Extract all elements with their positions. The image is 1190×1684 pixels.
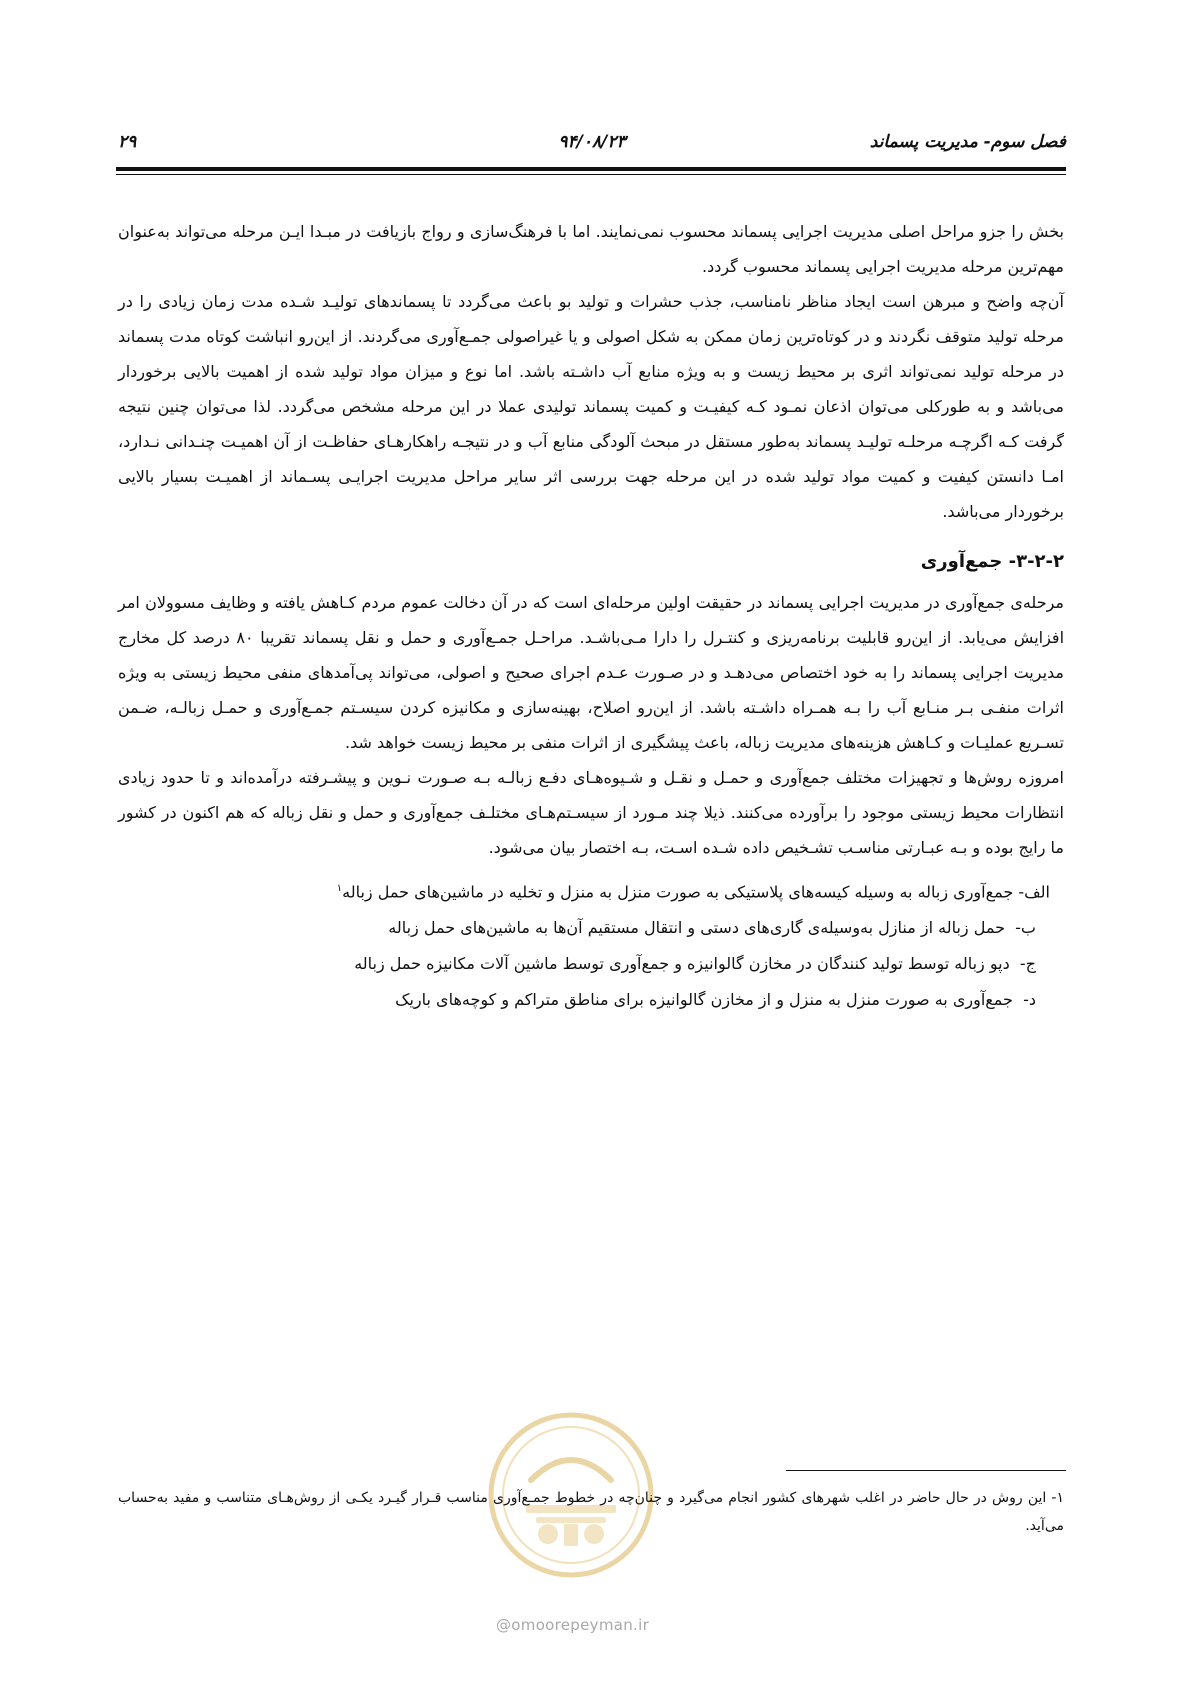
footnote-mark[interactable]: ۱ [336,883,343,894]
header-rule-thin [116,174,1066,175]
header-rule-thick [116,167,1066,171]
list-item [118,871,1064,910]
footnote: ۱- این روش در حال حاضر در اغلب شهرهای کشور انجام می‌گیرد و چنان‌چه در خطوط جمـع‌آوری مناسب قـرار گیـرد یکـی از روش‌هـای متناسب و مفید به‌حساب می‌آید. [118,1490,1064,1534]
method-list [118,871,1064,1018]
list-item [118,946,1064,982]
list-item-text: دپو زباله توسط تولید کنندگان در مخازن گالوانیزه و جمع‌آوری توسط ماشین آلات مکانیزه حمل زباله [354,954,1010,974]
page-header [118,128,1066,160]
paragraph: بخش را جزو مراحل اصلی مدیریت اجرایی پسماند محسوب نمی‌نمایند. اما با فرهنگ‌سازی و رواج بازیافت در مبـدا ایـن مرحله می‌تواند به‌عنوان مهم‌ترین مرحله مدیریت اجرایی پسماند محسوب گردد. [118,222,1064,276]
header-date: ۹۴/۰۸/۲۳ [558,132,626,152]
watermark-url: @omoorepeyman.ir [496,1616,650,1634]
chapter-title: فصل سوم- مدیریت پسماند [869,132,1066,152]
list-item-text: جمع‌آوری به صورت منزل به منزل و از مخازن گالوانیزه برای مناطق متراکم و کوچه‌های باریک [395,990,1013,1010]
list-item-prefix: ج- [1019,954,1036,974]
list-item [118,982,1064,1018]
paragraph: آن‌چه واضح و مبرهن است ایجاد مناظر نامناسب، جذب حشرات و تولید بو باعث می‌گردد تا پسماندهای تولیـد شـده مدت زمان زیادی را در مرحله تولید متوقف نگردند و در کوتاه‌ترین زمان ممکن به شکل اصولی و یا غیراصولی جمـع‌آوری می‌گردند. از این‌رو انباشت کوتاه مدت پسماند در مرحله تولید نمی‌تواند اثری بر محیط زیست و به ویژه منابع آب داشـته باشد. اما نوع و میزان مواد تولید شده از اهمیت بالایی برخوردار می‌باشد و به طورکلی می‌توان اذعان نمـود کـه کیفیـت و کمیت پسماند تولیدی عملا در این مرحله مشخص می‌گردد. لذا می‌توان چنین نتیجه گرفت کـه اگرچـه مرحلـه تولیـد پسماند به‌طور مستقل در مبحث آلودگی منابع آب و در نتیجـه راهکارهـای حفاظـت از آن اهمیـت چنـدانی نـدارد، امـا دانستن کیفیت و کمیت مواد تولید شده در این مرحله جهت بررسی اثر سایر مراحل مدیریت اجرایـی پسـماند از اهمیـت بسیار بالایی برخوردار می‌باشد. [118,292,1064,521]
section-heading: ۳-۲-۲- جمع‌آوری [920,551,1064,572]
paragraph: امروزه روش‌ها و تجهیزات مختلف جمع‌آوری و حمـل و نقـل و شـیوه‌هـای دفـع زبالـه بـه صـورت نـوین و پیشـرفته درآمده‌اند و تا حدود زیادی انتظارات محیط زیستی موجود را برآورده می‌کنند. ذیلا چند مـورد از سیسـتم‌هـای مختلـف جمع‌آوری و حمل و نقل زباله که هم اکنون در کشور ما رایج بوده و بـه عبـارتی مناسـب تشـخیص داده شـده اسـت، بـه اختصار بیان می‌شود. [118,768,1064,857]
footnote-rule [786,1470,1066,1471]
page-number: ۲۹ [118,132,137,152]
list-item-text: جمع‌آوری زباله به وسیله کیسه‌های پلاستیکی به صورت منزل به منزل و تخلیه در ماشین‌های حمل زباله [342,882,1014,902]
list-item-prefix: د- [1023,990,1036,1010]
list-item-prefix: الف- [1018,882,1050,902]
list-item-text: حمل زباله از منازل به‌وسیله‌ی گاری‌های دستی و انتقال مستقیم آن‌ها به ماشین‌های حمل زباله [388,918,1005,938]
paragraph: مرحله‌ی جمع‌آوری در مدیریت اجرایی پسماند در حقیقت اولین مرحله‌ای است که در آن دخالت عموم مردم کـاهش یافته و وظایف مسوولان امر افزایش می‌یابد. از این‌رو قابلیت برنامه‌ریزی و کنتـرل را دارا مـی‌باشـد. مراحـل جمـع‌آوری و حمل و نقل پسماند تقریبا ۸۰ درصد کل مخارج مدیریت اجرایی پسماند را به خود اختصاص می‌دهـد و در صـورت عـدم اجرای صحیح و اصولی، می‌تواند پی‌آمدهای منفی محیط زیستی به ویژه اثرات منفـی بـر منـابع آب را بـه همـراه داشـته باشد. از این‌رو اصلاح، بهینه‌سازی و مکانیزه کردن سیسـتم جمـع‌آوری و حمـل زبالـه، ضـمن تسـریع عملیـات و کـاهش هزینه‌های مدیریت زباله، باعث پیشگیری از اثرات منفی بر محیط زیست خواهد شد. [118,593,1065,752]
body-text [118,214,1064,1018]
list-item [118,910,1064,946]
list-item-prefix: ب- [1015,918,1036,938]
